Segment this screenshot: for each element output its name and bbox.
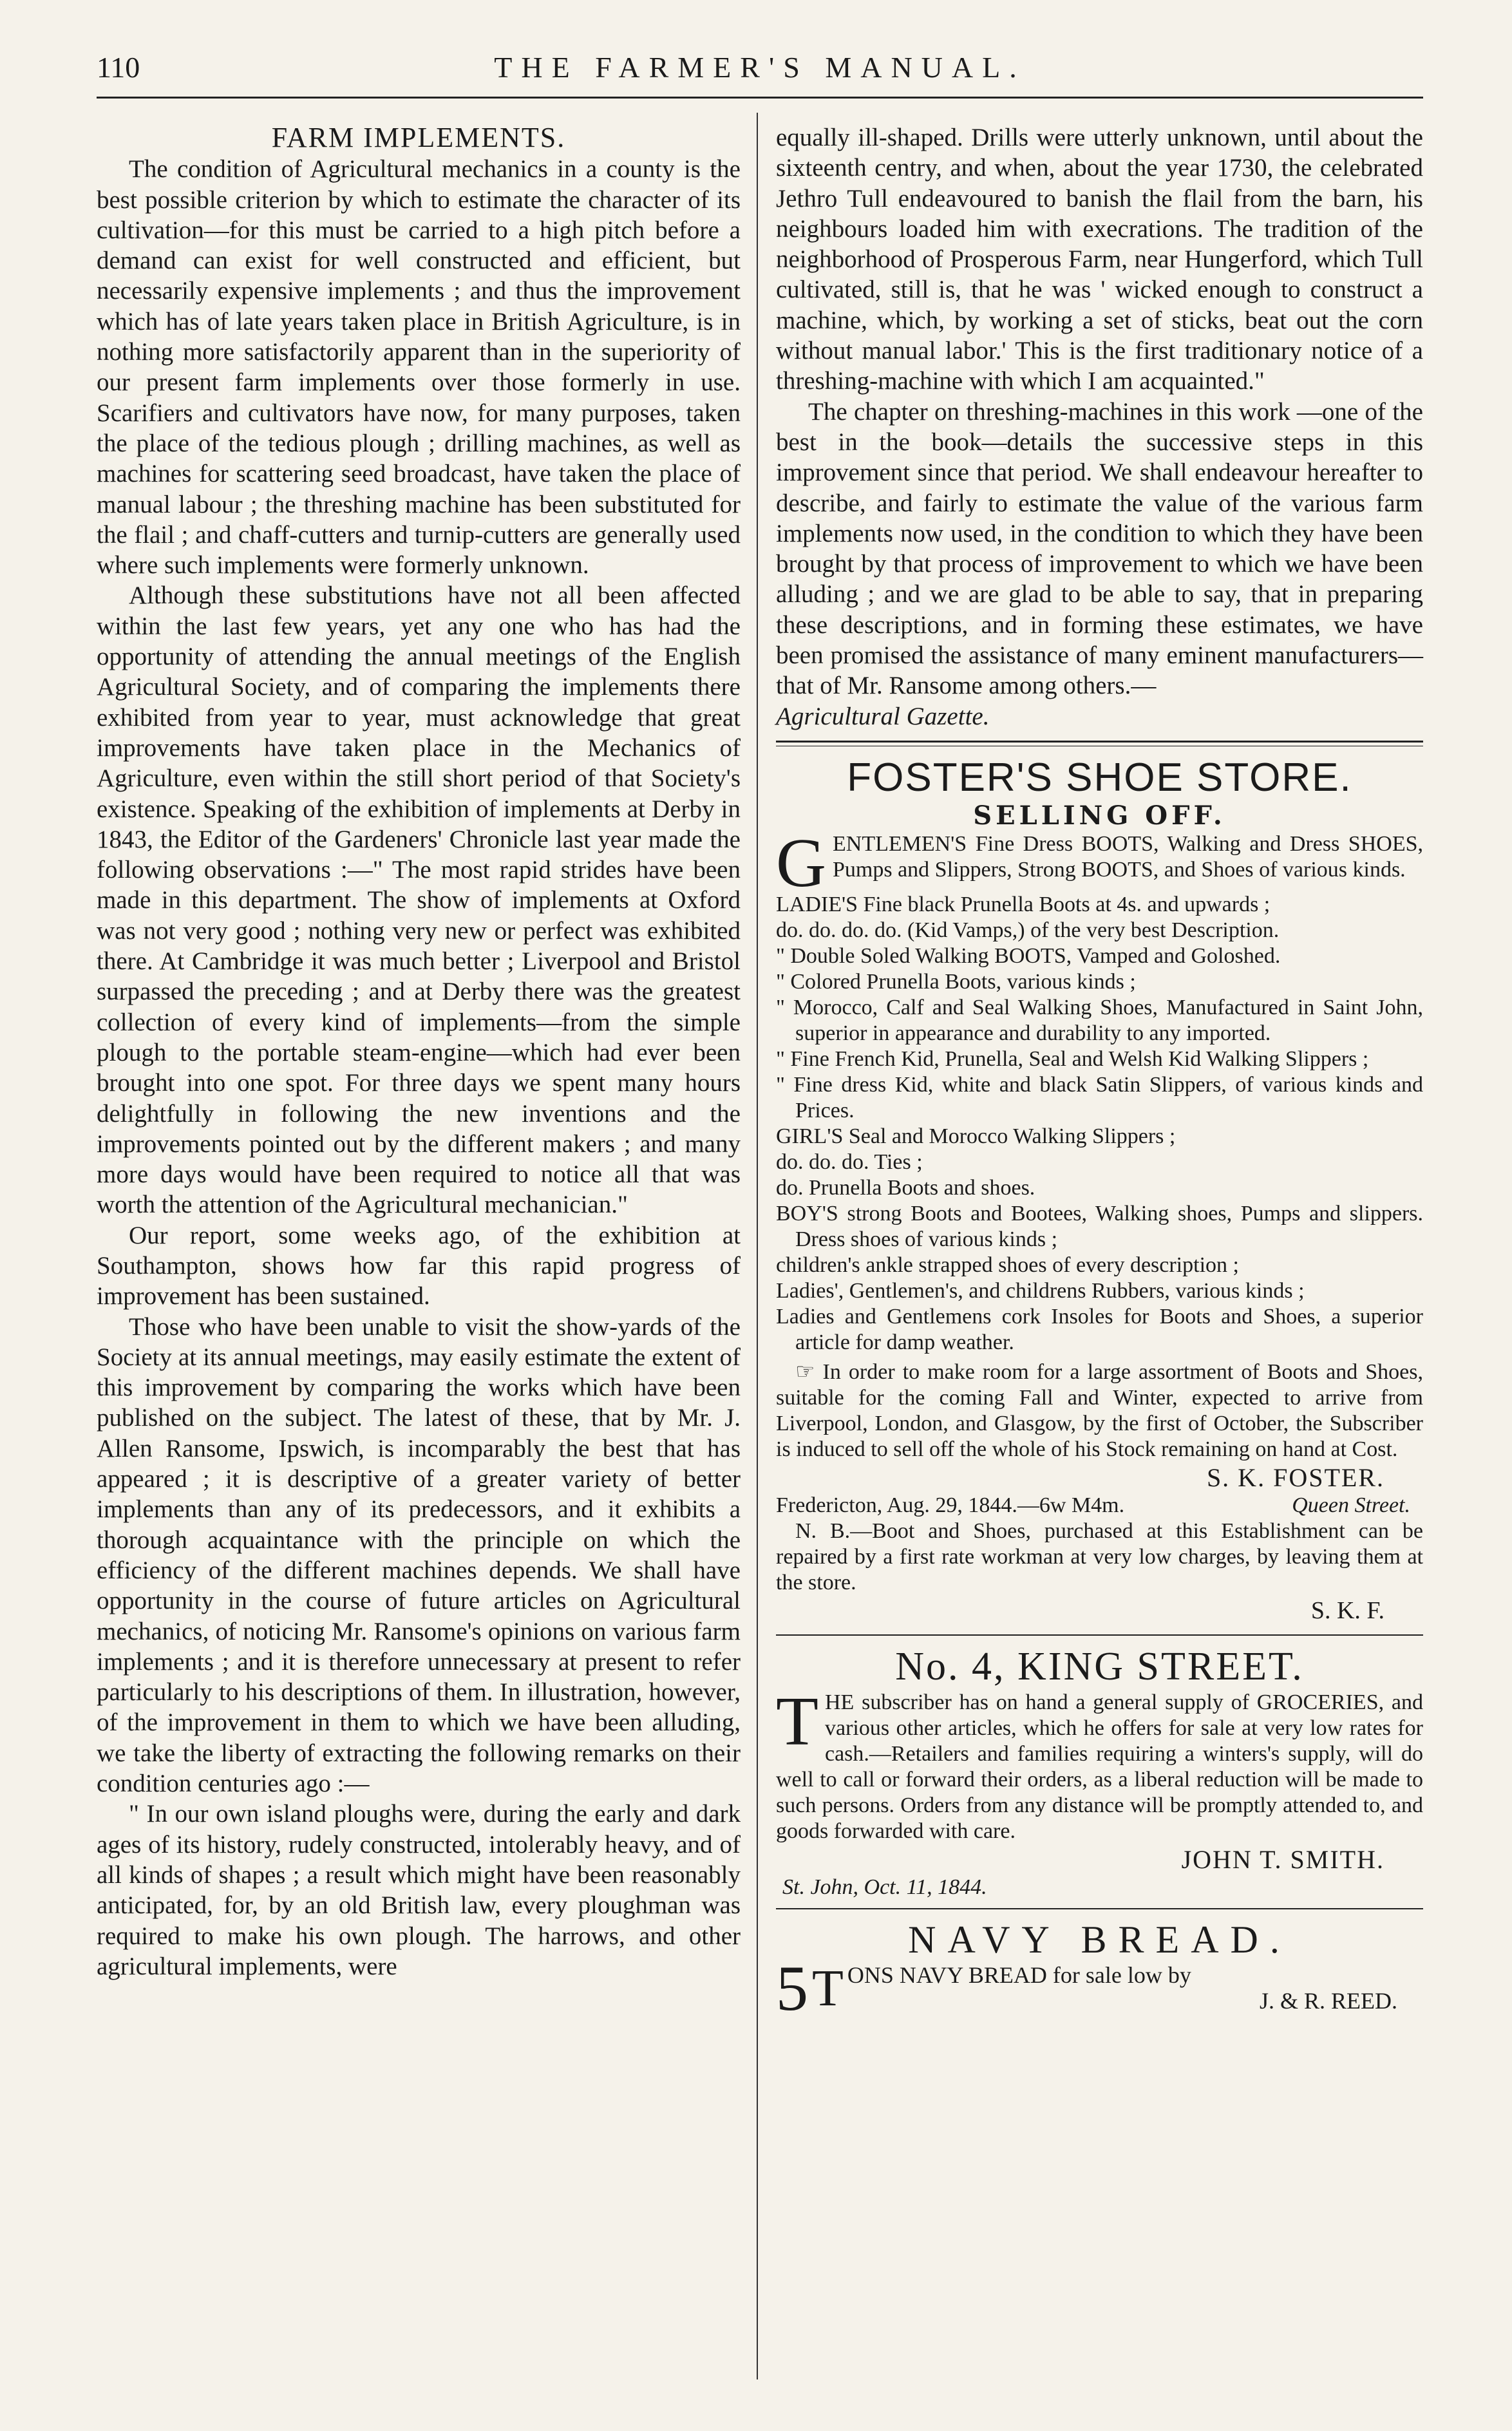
foster-initials: S. K. F. (1310, 1597, 1384, 1625)
article-paragraph-5: " In our own island ploughs were, during the early and dark ages of its history, rudely constructed, intolerably heavy, and of all kinds of shapes ; a result which might have been reasonably anticipated, for, by an old British law, every ploughman was required to make his own plough. The harrows, and other agricultural implements, were (97, 1800, 741, 1980)
king-ad-text (776, 1683, 1423, 1844)
king-place-date: St. John, Oct. 11, 1844. (782, 1875, 987, 1899)
article-title: FARM IMPLEMENTS. (271, 122, 566, 153)
article-paragraph-3: Our report, some weeks ago, of the exhibition at Southampton, shows how far this rapid progress of improvement has been sustained. (97, 1221, 741, 1310)
article-attribution: Agricultural Gazette. (776, 702, 990, 730)
foster-item: Ladies and Gentlemens cork Insoles for Boots and Shoes, a superior article for damp weather. (776, 1304, 1423, 1354)
article-paragraph-6: The chapter on threshing-machines in this work —one of the best in the book—details the successive steps in this improvement since that period. We shall endeavour hereafter to describe, and fairly to estimate the value of the various farm implements now used, in the condition to which they have been brought by that process of improvement to which we have been alluding ; and we are glad to be able to say, that in preparing these descriptions, and in forming these estimates, we have been promised the assistance of many eminent manufacturers—that of Mr. Ransome among others.— (776, 397, 1423, 700)
navy-body-text: ONS NAVY BREAD for sale low by (847, 1962, 1191, 1988)
foster-item: Ladies', Gentlemen's, and childrens Rubbers, various kinds ; (776, 1278, 1305, 1303)
right-column (776, 122, 1423, 2024)
navy-bread-advertisement (776, 1917, 1423, 2024)
foster-item: LADIE'S Fine black Prunella Boots at 4s. and upwards ; (776, 892, 1271, 916)
foster-item: " Fine French Kid, Prunella, Seal and Welsh Kid Walking Slippers ; (776, 1046, 1369, 1071)
foster-ad-title: FOSTER'S SHOE STORE. (847, 755, 1352, 800)
left-column (97, 122, 741, 1982)
navy-ad-title: NAVY BREAD. (908, 1918, 1291, 1961)
navy-ad-body (776, 1952, 1423, 2024)
navy-dropcap: T (812, 1960, 844, 2017)
column-divider (757, 113, 758, 2379)
page-number: 110 (97, 51, 140, 84)
foster-signature: S. K. FOSTER. (1206, 1462, 1384, 1492)
foster-item: do. Prunella Boots and shoes. (776, 1175, 1035, 1200)
foster-item: " Fine dress Kid, white and black Satin Slippers, of various kinds and Prices. (776, 1072, 1423, 1122)
section-rule (776, 741, 1423, 746)
article-paragraph-1: The condition of Agricultural mechanics in a county is the best possible criterion by which to estimate the character of its cultivation—for this must be carried to a high pitch before a demand can exist for well constructed and efficient, but necessarily expensive implements ; and thus the improvement which has of late years taken place in British Agriculture, is in nothing more satisfactorily apparent than in the superiority of our present farm implements over those formerly in use. Scarifiers and cultivators have now, for many purposes, taken the place of the tedious plough ; drilling machines, as well as machines for scattering seed broadcast, have taken the place of manual labour ; the threshing machine has been substituted for the flail ; and chaff-cutters and turnip-cutters are generally used where such implements were formerly unknown. (97, 155, 741, 580)
navy-five: 5 (776, 1952, 808, 2024)
foster-item: children's ankle strapped shoes of every description ; (776, 1253, 1239, 1277)
article-paragraph-2: Although these substitutions have not all been affected within the last few years, yet any one who has had the opportunity of attending the annual meetings of the English Agricultural Society, and of comparing the implements there exhibited from year to year, must acknowledge that great improvements have taken place in the Mechanics of Agriculture, even within the still short period of that Society's existence. Speaking of the exhibition of implements at Derby in 1843, the Editor of the Gardeners' Chronicle last year made the following observations :—" The most rapid strides have been made in this department. The show of implements at Oxford was not very good ; nothing very new or perfect was exhibited there. At Cambridge it was much better ; Liverpool and Bristol surpassed the preceding ; and at Derby there was the greatest collection of every kind of implements—from the simple plough to the portable steam-engine—which had ever been brought into one spot. For three days we spent many hours delightfully in following the new inventions and the improvements pointed out by the different makers ; and many more days would have been required to notice all that was worth the attention of the Agricultural mechanician." (97, 582, 741, 1219)
foster-notice: ☞ In order to make room for a large assortment of Boots and Shoes, suitable for the coming Fall and Winter, expected to arrive from Liverpool, London, and Glasgow, by the first of October, the Subscriber is induced to sell off the whole of his Stock remaining on hand at Cost. (776, 1359, 1423, 1461)
foster-intro-text: ENTLEMEN'S Fine Dress BOOTS, Walking and Dress SHOES, Pumps and Slippers, Strong BOOTS, and Shoes of various kinds. (833, 831, 1423, 882)
header-rule (97, 97, 1423, 99)
king-street-advertisement (776, 1643, 1423, 1900)
foster-advertisement (776, 755, 1423, 1627)
article-continuation: equally ill-shaped. Drills were utterly unknown, until about the sixteenth centry, and when, about the year 1730, the celebrated Jethro Tull endeavoured to banish the flail from the barn, his neighbours loaded him with execrations. The tradition of the neighborhood of Prosperous Farm, near Hungerford, which Tull cultivated, still is, that he was ' wicked enough to construct a machine, which, by working a set of sticks, beat out the corn without manual labor.' This is the first traditionary notice of a threshing-machine with which I am acquainted." (776, 124, 1423, 395)
foster-item: do. do. do. do. (Kid Vamps,) of the very best Description. (776, 918, 1280, 942)
section-rule (776, 1634, 1423, 1636)
foster-street: Queen Street. (1292, 1493, 1410, 1518)
foster-nb-block (776, 1518, 1423, 1596)
foster-place-date: Fredericton, Aug. 29, 1844.—6w M4m. (776, 1493, 1125, 1518)
foster-item: do. do. do. Ties ; (776, 1149, 923, 1174)
king-signature: JOHN T. SMITH. (1181, 1844, 1384, 1874)
article-paragraph-4: Those who have been unable to visit the show-yards of the Society at its annual meetings, may easily estimate the extent of this improvement by comparing the works which have been published on the subject. The latest of these, that by Mr. J. Allen Ransome, Ipswich, is incomparably the best that has appeared ; it is descriptive of a greater variety of better implements than any of its predecessors, and it exhibits a thorough acquaintance with the principle on which the efficiency of the different machines depends. We shall have opportunity in the course of future articles on Agricultural mechanics, of noticing Mr. Ransome's opinions on various farm implements ; and it is therefore unnecessary at present to refer particularly to his descriptions of them. In illustration, however, of the improvement in them to which we have been alluding, we take the liberty of extracting the following remarks on their condition centuries ago :— (97, 1312, 741, 1798)
foster-item: GIRL'S Seal and Morocco Walking Slippers ; (776, 1124, 1176, 1148)
section-rule (776, 1908, 1423, 1909)
foster-nb: N. B.—Boot and Shoes, purchased at this Establishment can be repaired by a first rate workman at very low charges, by leaving them at the store. (776, 1519, 1423, 1595)
foster-dateline (776, 1493, 1423, 1518)
foster-item: " Double Soled Walking BOOTS, Vamped and Goloshed. (776, 943, 1281, 968)
foster-item: BOY'S strong Boots and Bootees, Walking shoes, Pumps and slippers. Dress shoes of various kinds ; (776, 1201, 1423, 1251)
foster-item: " Colored Prunella Boots, various kinds ; (776, 969, 1136, 994)
foster-item: " Morocco, Calf and Seal Walking Shoes, Manufactured in Saint John, superior in appearance and durability to any imported. (776, 995, 1423, 1045)
foster-ad-body (776, 824, 1423, 1462)
king-dropcap: T (776, 1683, 818, 1760)
king-ad-title: No. 4, KING STREET. (895, 1644, 1304, 1688)
foster-ad-intro (776, 824, 1423, 902)
running-title: THE FARMER'S MANUAL. (494, 51, 1026, 84)
king-body-text: HE subscriber has on hand a general supply of GROCERIES, and various other articles, which he offers for sale at very low rates for cash.—Retailers and families requiring a winters's supply, will do well to call or forward their orders, as a liberal reduction will be made to such persons. Orders from any distance will be promptly attended to, and goods forwarded with care. (776, 1690, 1423, 1843)
foster-ad-subtitle: SELLING OFF. (973, 800, 1226, 831)
navy-signature: J. & R. REED. (1259, 1987, 1397, 2014)
page-header (97, 45, 1423, 103)
king-ad-body (776, 1683, 1423, 1844)
foster-dropcap: G (776, 824, 826, 902)
